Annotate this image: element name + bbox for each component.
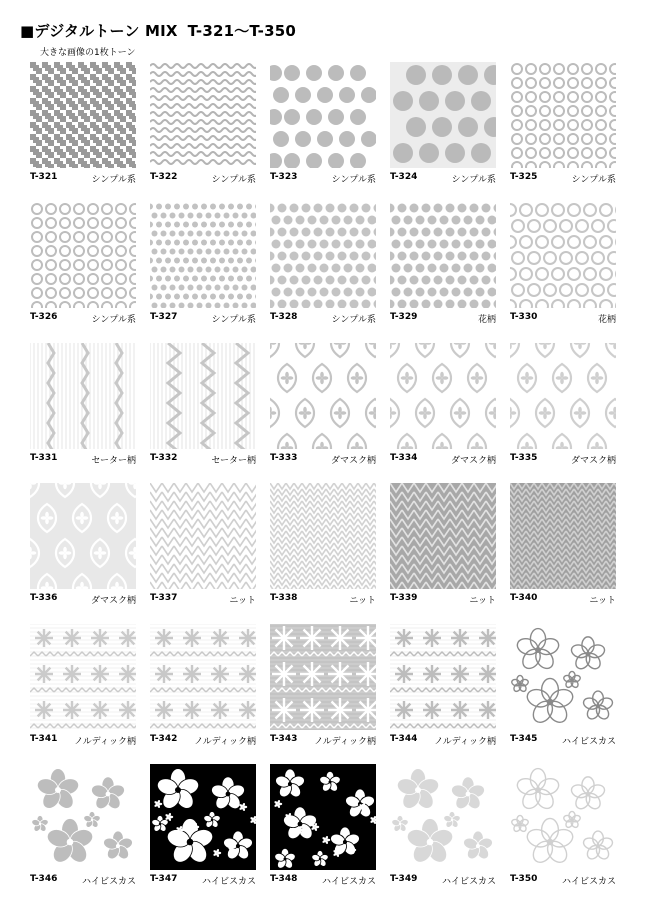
page-title: [20, 20, 296, 41]
tone-category: ノルディック柄: [74, 736, 136, 747]
tone-swatch: [510, 343, 616, 449]
tone-item: [30, 343, 136, 465]
tone-caption: [390, 874, 496, 886]
tone-swatch: [150, 62, 256, 168]
tone-item: [270, 343, 376, 465]
tone-caption: [270, 453, 376, 465]
tone-category: シンプル系: [331, 315, 376, 326]
tone-code: T-328: [270, 312, 298, 323]
tone-code: T-332: [150, 452, 178, 463]
tone-code: T-325: [510, 172, 538, 182]
tone-caption: [510, 453, 616, 465]
tone-code: T-331: [30, 452, 58, 463]
tone-code: T-338: [270, 593, 298, 604]
tone-item: [270, 624, 376, 746]
tone-item: [510, 62, 616, 184]
tone-swatch: [150, 343, 256, 449]
tone-caption: [150, 453, 256, 465]
tone-swatch: [150, 483, 256, 589]
tone-category: シンプル系: [211, 315, 256, 326]
tone-caption: [150, 874, 256, 886]
tone-code: T-340: [510, 593, 538, 604]
tone-swatch: [510, 483, 616, 589]
tone-swatch: [270, 62, 376, 168]
tone-item: [270, 202, 376, 324]
tone-caption: [30, 453, 136, 465]
tone-caption: [510, 172, 616, 184]
tone-swatch: [390, 624, 496, 730]
tone-category: ハイビスカス: [561, 877, 616, 887]
tone-item: [150, 62, 256, 184]
tone-code: T-323: [270, 172, 298, 182]
tone-item: [30, 62, 136, 184]
tone-caption: [390, 453, 496, 465]
tone-swatch: [30, 62, 136, 168]
tone-code: T-348: [270, 874, 298, 884]
title-text: ■デジタルトーン MIX: [20, 22, 178, 40]
tone-category: ノルディック柄: [194, 736, 256, 747]
tone-category: ダマスク柄: [450, 455, 496, 466]
tone-code: T-347: [150, 874, 178, 884]
tone-item: [150, 624, 256, 746]
tone-category: ダマスク柄: [570, 455, 616, 466]
tone-swatch: [390, 483, 496, 589]
tone-swatch: [30, 764, 136, 870]
tone-code: T-330: [510, 312, 538, 323]
tone-item: [390, 764, 496, 886]
tone-category: シンプル系: [331, 175, 376, 185]
tone-item: [390, 202, 496, 324]
tone-caption: [270, 593, 376, 605]
tone-caption: [150, 172, 256, 184]
tone-code: T-343: [270, 733, 298, 744]
tone-category: シンプル系: [451, 175, 496, 185]
tone-item: [30, 764, 136, 886]
tone-category: ダマスク柄: [330, 455, 376, 466]
tone-item: [390, 343, 496, 465]
tone-caption: [390, 312, 496, 324]
tone-swatch: [30, 624, 136, 730]
tone-code: T-341: [30, 733, 58, 744]
tone-item: [510, 483, 616, 605]
tone-swatch: [390, 62, 496, 168]
tone-code: T-350: [510, 874, 538, 884]
tone-item: [150, 483, 256, 605]
tone-code: T-337: [150, 593, 178, 604]
tone-swatch: [510, 62, 616, 168]
tone-item: [30, 624, 136, 746]
tone-item: [30, 202, 136, 324]
tone-item: [510, 624, 616, 746]
tone-category: ハイビスカス: [321, 877, 376, 887]
tone-caption: [30, 172, 136, 184]
tone-category: セーター柄: [211, 455, 256, 466]
tone-swatch: [510, 624, 616, 730]
tone-category: ノルディック柄: [314, 736, 376, 747]
tone-caption: [150, 593, 256, 605]
tone-category: シンプル系: [571, 175, 616, 185]
title-code-range: T-321〜T-350: [187, 22, 296, 40]
tone-caption: [390, 172, 496, 184]
tone-swatch: [150, 764, 256, 870]
tone-item: [510, 764, 616, 886]
tone-swatch: [270, 624, 376, 730]
tone-item: [150, 764, 256, 886]
tone-code: T-321: [30, 172, 58, 182]
tone-code: T-327: [150, 312, 178, 323]
tone-category: ノルディック柄: [434, 736, 496, 747]
tone-caption: [510, 734, 616, 746]
tone-swatch: [270, 483, 376, 589]
tone-swatch: [390, 764, 496, 870]
tone-item: [390, 483, 496, 605]
tone-caption: [270, 874, 376, 886]
tone-category: 花柄: [477, 315, 496, 326]
tone-item: [150, 202, 256, 324]
tone-category: ニット: [349, 596, 376, 607]
tone-code: T-324: [390, 172, 418, 182]
tone-category: シンプル系: [91, 175, 136, 185]
tone-caption: [150, 734, 256, 746]
tone-swatch: [390, 202, 496, 308]
tone-code: T-334: [390, 452, 418, 463]
tone-code: T-329: [390, 312, 418, 323]
tone-swatch: [30, 202, 136, 308]
tone-swatch: [270, 343, 376, 449]
tone-category: 花柄: [597, 315, 616, 326]
tone-caption: [30, 593, 136, 605]
tone-code: T-322: [150, 172, 178, 182]
tone-code: T-326: [30, 312, 58, 323]
tone-code: T-349: [390, 874, 418, 884]
tone-item: [270, 62, 376, 184]
tone-caption: [510, 312, 616, 324]
tone-caption: [150, 312, 256, 324]
tone-code: T-342: [150, 733, 178, 744]
tone-item: [390, 624, 496, 746]
tone-caption: [270, 312, 376, 324]
tone-code: T-346: [30, 874, 58, 884]
tone-category: シンプル系: [91, 315, 136, 326]
tone-code: T-345: [510, 733, 538, 744]
tone-caption: [30, 874, 136, 886]
tone-item: [270, 764, 376, 886]
tone-caption: [510, 874, 616, 886]
tone-code: T-344: [390, 733, 418, 744]
tone-caption: [270, 734, 376, 746]
tone-item: [270, 483, 376, 605]
tone-item: [510, 202, 616, 324]
tone-swatch: [270, 202, 376, 308]
tone-item: [30, 483, 136, 605]
tone-item: [150, 343, 256, 465]
tone-code: T-335: [510, 452, 538, 463]
tone-swatch: [150, 202, 256, 308]
tone-swatch: [510, 764, 616, 870]
tone-code: T-339: [390, 593, 418, 604]
tone-category: ハイビスカス: [201, 877, 256, 887]
tone-category: ニット: [229, 596, 256, 607]
tone-caption: [390, 593, 496, 605]
tone-category: ニット: [589, 596, 616, 607]
tone-swatch: [30, 343, 136, 449]
tone-caption: [390, 734, 496, 746]
tone-swatch: [510, 202, 616, 308]
tone-caption: [30, 734, 136, 746]
page-subtitle: 大きな画像の1枚トーン: [40, 48, 136, 58]
tone-item: [510, 343, 616, 465]
tone-item: [390, 62, 496, 184]
tone-category: ハイビスカス: [441, 877, 496, 887]
tone-swatch: [390, 343, 496, 449]
tone-code: T-333: [270, 452, 298, 463]
tone-caption: [30, 312, 136, 324]
tone-category: シンプル系: [211, 175, 256, 185]
tone-caption: [510, 593, 616, 605]
tone-swatch: [30, 483, 136, 589]
tone-code: T-336: [30, 593, 58, 604]
tone-category: ハイビスカス: [561, 736, 616, 747]
tone-category: ハイビスカス: [81, 877, 136, 887]
tone-category: ダマスク柄: [90, 596, 136, 607]
tone-swatch: [270, 764, 376, 870]
tone-swatch: [150, 624, 256, 730]
tone-category: ニット: [469, 596, 496, 607]
tone-caption: [270, 172, 376, 184]
tone-category: セーター柄: [91, 455, 136, 466]
page-header: [20, 20, 296, 58]
